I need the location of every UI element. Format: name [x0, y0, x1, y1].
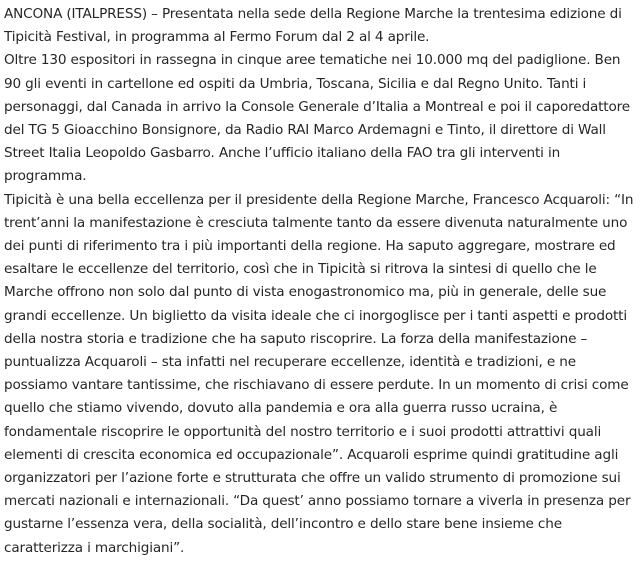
article-paragraph-president-quote: Tipicità è una bella eccellenza per il presidente della Regione Marche, Francesco Acquaroli: “In trent’anni la manifestazione è cresciuta talmente tanto da essere divenuta naturalmente uno dei punti di riferimento tra i più importanti della regione. Ha saputo aggregare, mostrare ed esaltare le eccellenze del territorio, così che in Tipicità si ritrova la sintesi di quello che le Marche offrono non solo dal punto di vista enogastronomico ma, più in generale, delle sue grandi eccellenze. Un biglietto da visita ideale che ci inorgoglisce per i tanti aspetti e prodotti della nostra storia e tradizione che ha saputo riscoprire. La forza della manifestazione – puntualizza Acquaroli – sta infatti nel recuperare eccellenze, identità e tradizioni, e ne possiamo vantare tantissime, che rischiavano di essere perdute. In un momento di crisi come quello che stiamo vivendo, dovuto alla pandemia e ora alla guerra russo ucraina, è fondamentale riscoprire le opportunità del nostro territorio e i suoi prodotti attrattivi quali elementi di crescita economica ed occupazionale”. Acquaroli esprime quindi gratitudine agli organizzatori per l’azione forte e strutturata che offre un valido strumento di promozione sui mercati nazionali e internazionali. “Da quest’ anno possiamo tornare a viverla in presenza per gustarne l’essenza vera, della socialità, dell’incontro e dello stare bene insieme che caratterizza i marchigiani”. [4, 191, 634, 556]
article-paragraph-intro: ANCONA (ITALPRESS) – Presentata nella sede della Regione Marche la trentesima edizione di Tipicità Festival, in programma al Fermo Forum dal 2 al 4 aprile. [4, 6, 622, 46]
article-paragraph-exhibitors: Oltre 130 espositori in rassegna in cinque aree tematiche nei 10.000 mq del padiglione. Ben 90 gli eventi in cartellone ed ospiti da Umbria, Toscana, Sicilia e dal Regno Unito. Tanti i personaggi, dal Canada in arrivo la Console Generale d’Italia a Montreal e poi il caporedattore del TG 5 Gioacchino Bonsignore, da Radio RAI Marco Ardemagni e Tinto, il direttore di Wall Street Italia Leopoldo Gasbarro. Anche l’ufficio italiano della FAO tra gli interventi in programma. [4, 52, 631, 185]
